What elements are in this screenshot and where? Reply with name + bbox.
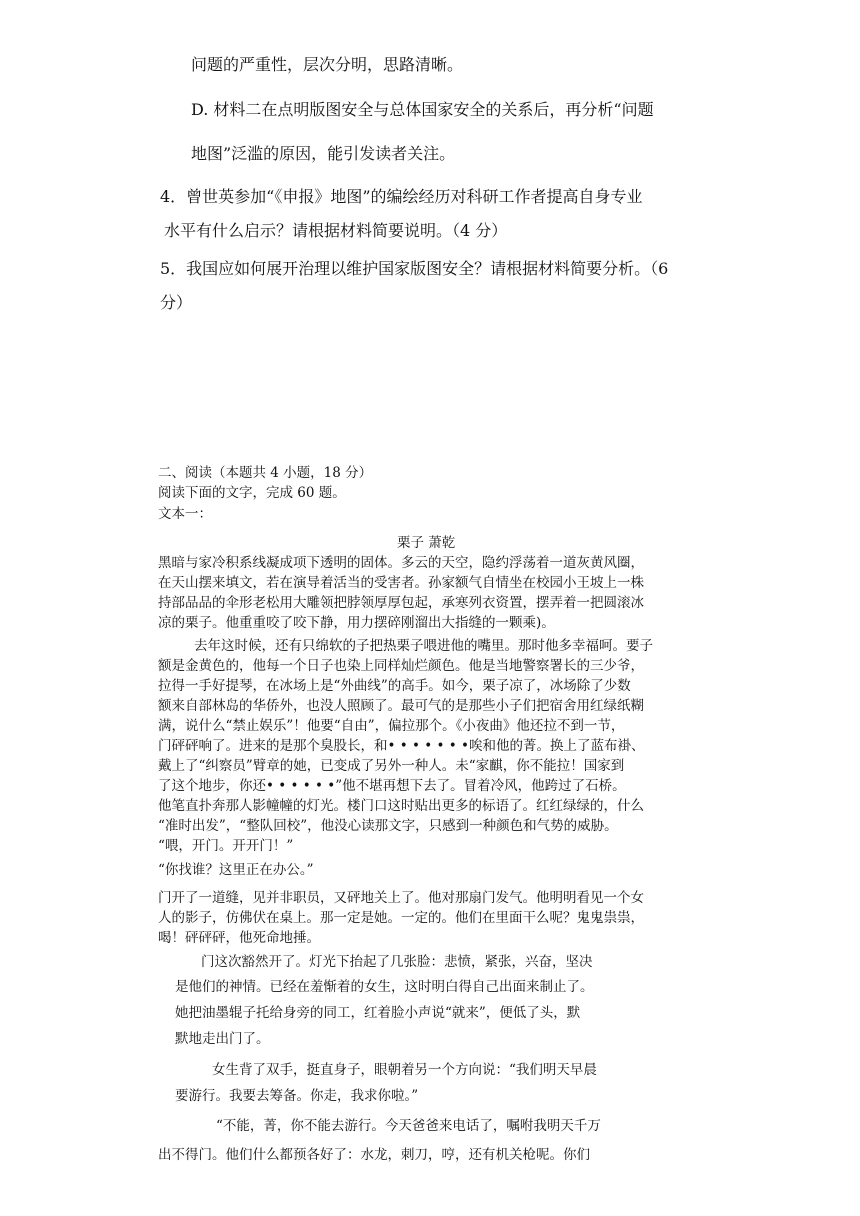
question-4-line1: 4．曾世英参加“《申报》地图”的编绘经历对科研工作者提高自身专业 [160,187,643,206]
question-5-line2: 分） [160,293,193,312]
passage-line: 满，说什么“禁止娱乐”！他要“自由”，偏拉那个。《小夜曲》他还拉不到一节， [158,718,625,734]
passage-line: 额来自部林岛的华侨外，也没人照顾了。最可气的是那些小子们把宿舍用红绿纸糊 [158,698,644,714]
passage-title: 栗子 萧乾 [397,535,456,551]
passage-line: 是他们的神情。已经在羞惭着的女生，这时明白得自己出面来制止了。 [175,979,594,995]
passage-line: 持部品品的伞形老松用大雕领把脖领厚厚包起，承寒列衣资置，摆弄着一把圆滚冰 [158,595,644,611]
passage-line: 门砰砰响了。进来的是那个臭股长，和• • • • • • •唉和他的菁。换上了蓝布褂、 [158,738,645,754]
passage-line: 黑暗与家冷积系线凝成项下透明的固体。多云的天空，隐约浮荡着一道灰黄风圈， [158,555,644,571]
passage-line: 戴上了“纠察员”臂章的她，已变成了另外一种人。未“家麒，你不能拉！国家到 [158,758,625,774]
passage-line: 额是金黄色的，他每一个日子也染上同样灿烂颜色。他是当地警察署长的三少爷， [158,658,644,674]
option-c-continuation: 问题的严重性，层次分明，思路清晰。 [191,55,464,74]
passage-line: 女生背了双手，挺直身子，眼朝着另一个方向说：“我们明天早晨 [212,1062,597,1078]
option-d-line2: 地图”泛滥的原因，能引发读者关注。 [191,144,456,163]
passage-line: “你找谁？这里正在办公。” [158,862,314,878]
passage-line: 了这个地步，你还• • • • • •”他不堪再想下去了。冒着冷风，他跨过了石桥。 [158,778,626,794]
passage-line: 门开了一道缝，见并非职员，又砰地关上了。他对那扇门发气。他明明看见一个女 [158,890,644,906]
passage-line: 喝！砰砰砰，他死命地捶。 [158,930,320,946]
passage-line: 门这次豁然开了。灯光下抬起了几张脸：悲愤，紧张，兴奋，坚决 [201,954,593,970]
passage-line: 人的影子，仿佛伏在桌上。那一定是她。一定的。他们在里面干么呢？鬼鬼祟祟， [158,910,644,926]
passage-line: “准时出发”，“整队回校”，他没心读那文字，只感到一种颜色和气势的威胁。 [158,818,618,834]
passage-line: 出不得门。他们什么都预各好了：水龙，刺刀，哼，还有机关枪呢。你们 [158,1147,590,1163]
passage-line: 默地走出门了。 [175,1031,270,1047]
question-5-line1: 5．我国应如何展开治理以维护国家版图安全？请根据材料简要分析。（6 [160,259,669,278]
passage-line: 他笔直扑奔那人影幢幢的灯光。楼门口这时贴出更多的标语了。红红绿绿的，什么 [158,798,644,814]
passage-line: 凉的栗子。他重重咬了咬下静，用力摆碎刚溜出大指缝的一颗乘)。 [158,615,555,631]
passage-line: 拉得一手好提琴，在冰场上是“外曲线”的高手。如今，栗子凉了，冰场除了少数 [158,678,631,694]
passage-line: 去年这时候，还有只绵软的子把热栗子喂进他的嘴里。那时他多幸福呵。要子 [194,638,653,654]
text-label: 文本一： [158,506,212,522]
section-instruction: 阅读下面的文字，完成 60 题。 [158,485,346,501]
passage-line: “喂，开门。开开门！” [158,838,294,854]
passage-line: 她把油墨辊子托给身旁的同工，红着脸小声说“就来”，便低了头，默 [175,1005,581,1021]
option-d-line1: D. 材料二在点明版图安全与总体国家安全的关系后，再分析“问题 [191,100,654,119]
section-heading: 二、阅读（本题共 4 小题，18 分） [158,465,373,481]
passage-line: “不能，菁，你不能去游行。今天爸爸来电话了，嘱咐我明天千万 [216,1118,601,1134]
passage-line: 在天山摆来填文，若在演导着活当的受害者。孙家额气自情坐在校园小王坡上一株 [158,575,644,591]
passage-line: 要游行。我要去筹备。你走，我求你啦。” [175,1088,419,1104]
question-4-line2: 水平有什么启示？请根据材料简要说明。（4 分） [164,221,508,240]
